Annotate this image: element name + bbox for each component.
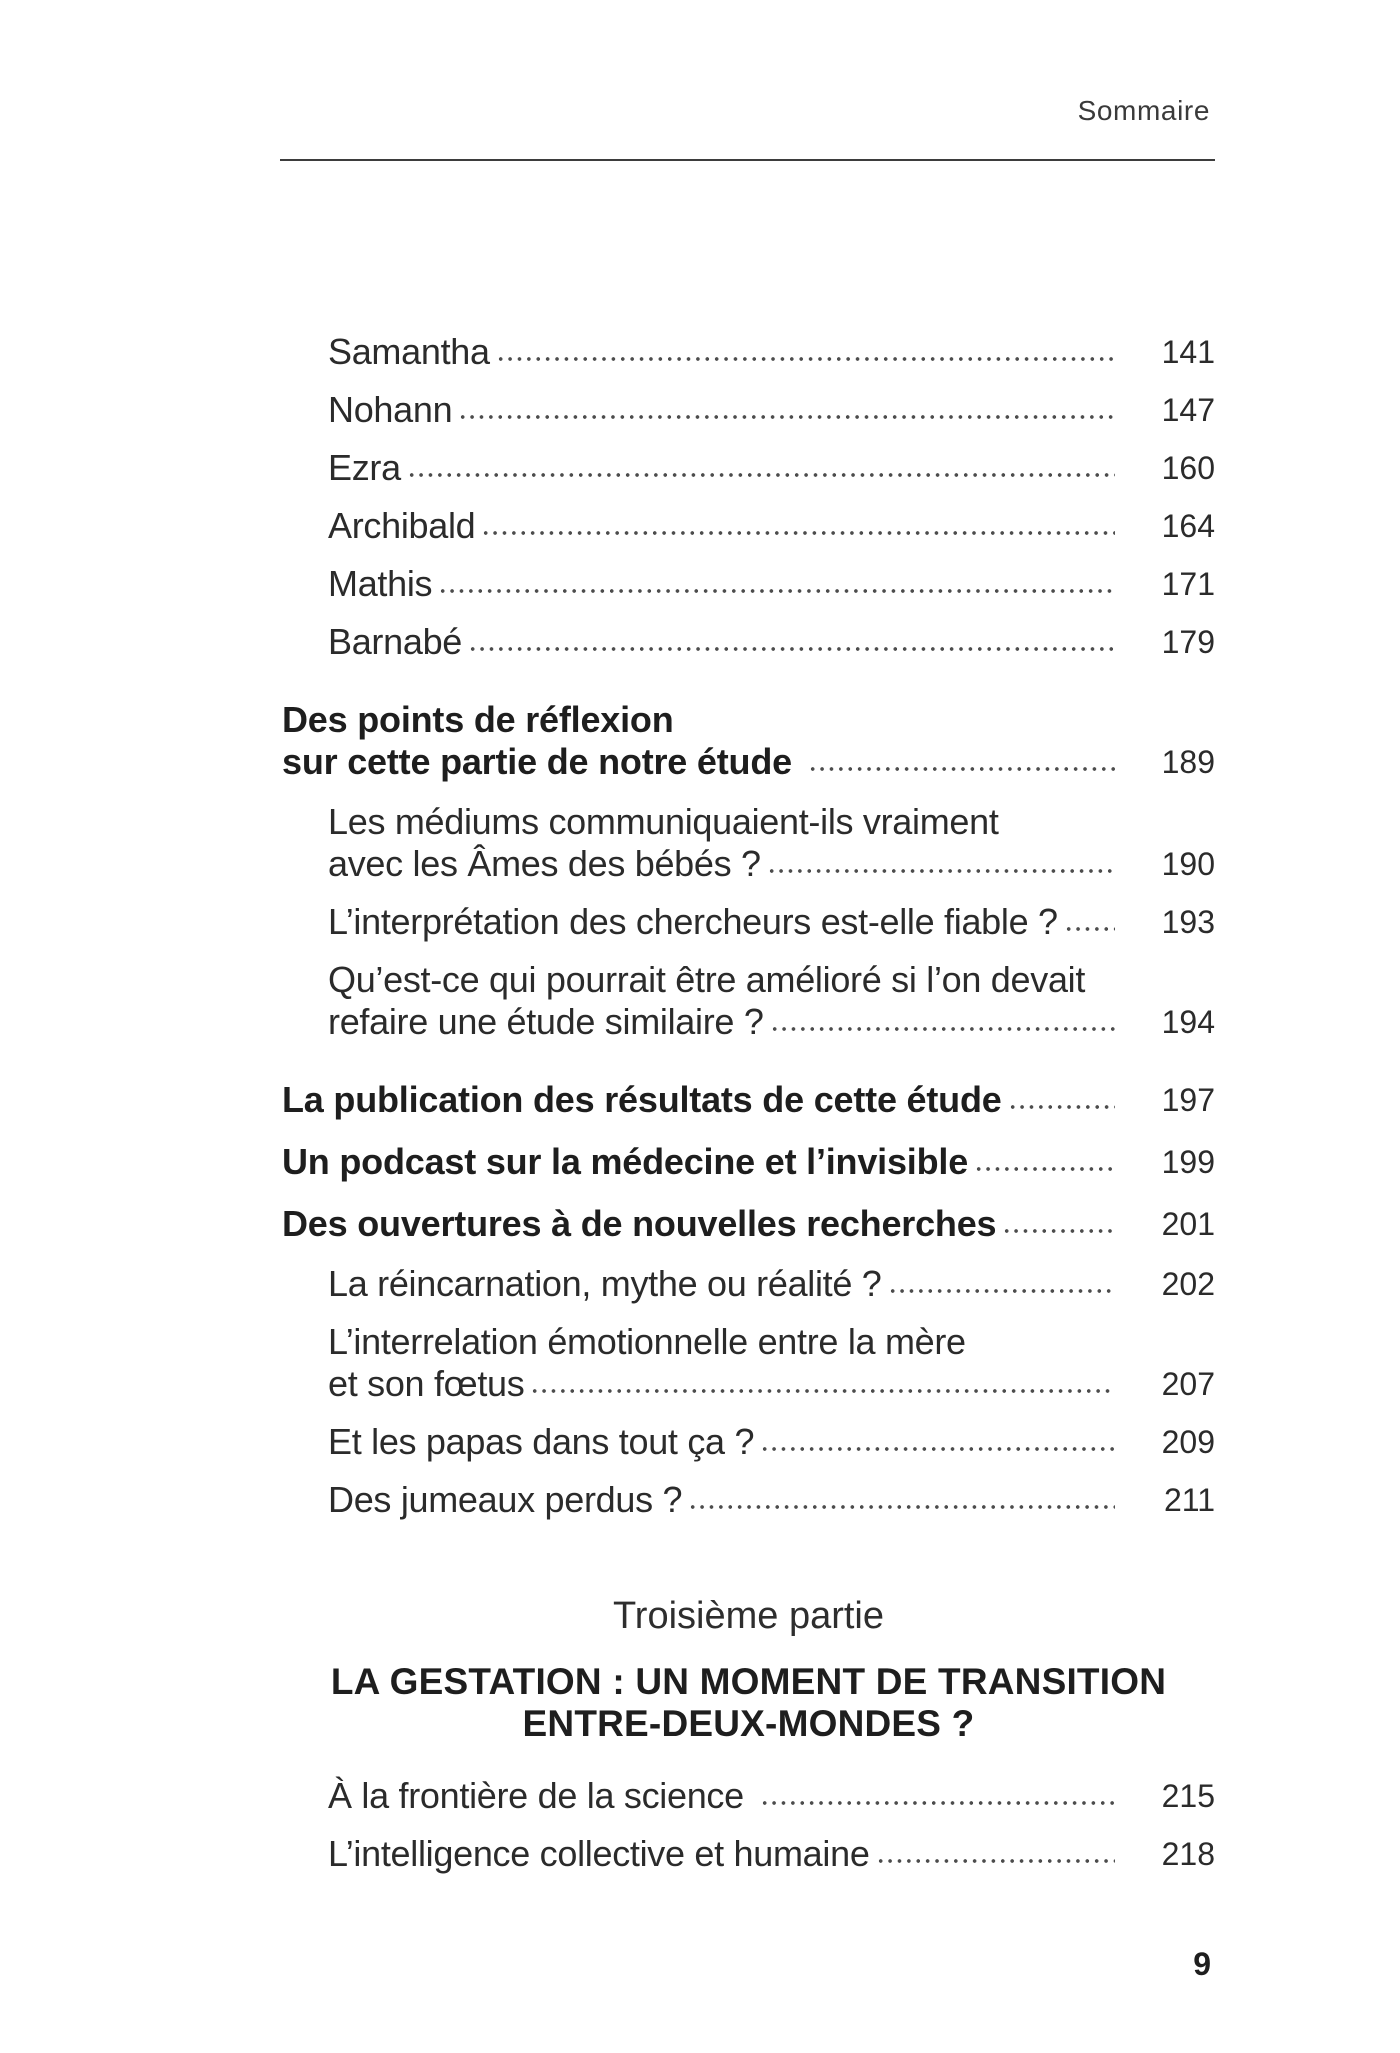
toc-entry	[282, 1079, 1215, 1121]
toc-entry-label: refaire une étude similaire ?	[328, 1001, 764, 1042]
toc-entry-page-number: 207	[1161, 1366, 1215, 1402]
toc-entry-page-number: 202	[1161, 1266, 1215, 1302]
toc-entry-page-number: 197	[1161, 1082, 1215, 1118]
toc-entry	[282, 1141, 1215, 1183]
toc-entry-lines	[328, 1263, 1159, 1305]
toc-entry-line	[328, 563, 1159, 605]
dot-leader	[760, 1442, 1115, 1456]
toc-entry-lines	[328, 1321, 1159, 1405]
toc-entry-label: L’interprétation des chercheurs est-elle fiable ?	[328, 901, 1058, 942]
toc-entry-label: L’interrelation émotionnelle entre la mère	[328, 1321, 966, 1362]
toc-entry	[282, 699, 1215, 783]
toc-entry-page-number: 194	[1161, 1004, 1215, 1040]
dot-leader	[767, 864, 1115, 878]
toc-entry-line	[328, 1263, 1159, 1305]
toc-entry	[282, 901, 1215, 943]
toc-entry-page-number: 201	[1161, 1206, 1215, 1242]
toc-entry-label: Samantha	[328, 331, 490, 372]
toc-entry-label: La publication des résultats de cette étude	[282, 1079, 1002, 1120]
toc-entry-lines	[328, 959, 1159, 1043]
toc-entry-label: sur cette partie de notre étude	[282, 741, 802, 782]
toc-entry-line	[282, 1079, 1159, 1121]
toc-entry-line	[328, 1833, 1159, 1875]
toc-entry-page-number: 218	[1161, 1836, 1215, 1872]
toc-entry-lines	[328, 621, 1159, 663]
dot-leader	[688, 1500, 1115, 1514]
toc-entry-line	[328, 1421, 1159, 1463]
toc-entry	[282, 1203, 1215, 1245]
toc-entry-line	[328, 959, 1159, 1001]
dot-leader	[468, 642, 1115, 656]
toc-entry-line	[328, 801, 1159, 843]
toc-entry-line	[282, 741, 1159, 783]
toc-entry-lines	[282, 699, 1159, 783]
toc-entry	[282, 1775, 1215, 1817]
toc-entry-line	[282, 1203, 1159, 1245]
toc-entry-page-number: 193	[1161, 904, 1215, 940]
toc-entry-line	[328, 901, 1159, 943]
toc-entry-lines	[328, 331, 1159, 373]
part-title: LA GESTATION : UN MOMENT DE TRANSITION ENTRE-DEUX-MONDES ?	[330, 1661, 1167, 1744]
toc-entry-lines	[328, 801, 1159, 885]
toc-entry-page-number: 189	[1161, 744, 1215, 780]
toc-entry-lines	[328, 901, 1159, 943]
toc-entry-label: Mathis	[328, 563, 433, 604]
dot-leader	[438, 584, 1115, 598]
toc-entry-lines	[282, 1079, 1159, 1121]
toc-entry-page-number: 164	[1161, 508, 1215, 544]
dot-leader	[760, 1796, 1115, 1810]
toc-entry-page-number: 171	[1161, 566, 1215, 602]
toc-entry	[282, 505, 1215, 547]
dot-leader	[974, 1162, 1115, 1176]
toc-entry	[282, 1421, 1215, 1463]
toc-entry-line	[328, 843, 1159, 885]
toc-entry-label: Des points de réflexion	[282, 699, 674, 740]
dot-leader	[1008, 1100, 1115, 1114]
dot-leader	[808, 762, 1115, 776]
toc-entry	[282, 331, 1215, 373]
toc-entry-line	[328, 331, 1159, 373]
toc-entry-label: Qu’est-ce qui pourrait être amélioré si l’on devait	[328, 959, 1086, 1000]
dot-leader	[530, 1384, 1115, 1398]
page-number: 9	[1193, 1946, 1211, 1982]
toc-entry-label: Des jumeaux perdus ?	[328, 1479, 683, 1520]
dot-leader	[1064, 922, 1115, 936]
toc-entry	[282, 389, 1215, 431]
toc-entry-line	[328, 1775, 1159, 1817]
toc-entry-lines	[328, 389, 1159, 431]
toc-entry-lines	[328, 447, 1159, 489]
toc-entry-lines	[282, 1141, 1159, 1183]
toc-entry-line	[328, 621, 1159, 663]
toc-entry-lines	[328, 1421, 1159, 1463]
toc-entry-label: Des ouvertures à de nouvelles recherches	[282, 1203, 997, 1244]
toc-entry-page-number: 160	[1161, 450, 1215, 486]
toc-entry-line	[282, 1141, 1159, 1183]
toc-entry-lines	[328, 563, 1159, 605]
toc-entry	[282, 621, 1215, 663]
toc-entry	[282, 1833, 1215, 1875]
toc-entry	[282, 801, 1215, 885]
toc-entry-page-number: 199	[1161, 1144, 1215, 1180]
toc-entry-label: Barnabé	[328, 621, 463, 662]
part-kicker: Troisième partie	[612, 1595, 884, 1637]
dot-leader	[407, 468, 1115, 482]
dot-leader	[481, 526, 1115, 540]
toc-entry	[282, 1263, 1215, 1305]
toc-entry-lines	[328, 1775, 1159, 1817]
toc-entry-line	[328, 389, 1159, 431]
dot-leader	[1002, 1224, 1115, 1238]
toc-entry-label: L’intelligence collective et humaine	[328, 1833, 870, 1874]
dot-leader	[888, 1284, 1115, 1298]
toc-entry-line	[282, 699, 1159, 741]
dot-leader	[458, 410, 1115, 424]
toc-entry-page-number: 147	[1161, 392, 1215, 428]
toc-entry-page-number: 215	[1161, 1778, 1215, 1814]
toc-entry-line	[328, 447, 1159, 489]
toc-entry-label: À la frontière de la science	[328, 1775, 754, 1816]
toc-entry-label: Nohann	[328, 389, 453, 430]
toc-entry-label: Les médiums communiquaient-ils vraiment	[328, 801, 999, 842]
toc-entry-line	[328, 1479, 1159, 1521]
toc-entry-page-number: 141	[1161, 334, 1215, 370]
toc-entry-line	[328, 1321, 1159, 1363]
toc-entry-label: Un podcast sur la médecine et l’invisible	[282, 1141, 969, 1182]
toc-entry-page-number: 211	[1163, 1482, 1215, 1518]
toc-entry	[282, 1479, 1215, 1521]
header-rule	[280, 159, 1215, 161]
toc	[282, 331, 1215, 1875]
toc-entry-lines	[282, 1203, 1159, 1245]
toc-entry-label: Ezra	[328, 447, 401, 488]
toc-entry	[282, 563, 1215, 605]
toc-entry-line	[328, 1363, 1159, 1405]
toc-entry-label: Et les papas dans tout ça ?	[328, 1421, 755, 1462]
toc-entry-page-number: 190	[1161, 846, 1215, 882]
dot-leader	[876, 1854, 1115, 1868]
toc-entry-label: La réincarnation, mythe ou réalité ?	[328, 1263, 882, 1304]
toc-entry-page-number: 209	[1161, 1424, 1215, 1460]
dot-leader	[770, 1022, 1115, 1036]
toc-entry	[282, 1321, 1215, 1405]
toc-entry-label: et son fœtus	[328, 1363, 525, 1404]
toc-entry-line	[328, 505, 1159, 547]
toc-entry-label: Archibald	[328, 505, 476, 546]
toc-entry	[282, 447, 1215, 489]
page-header-title: Sommaire	[1077, 95, 1210, 126]
toc-entry-lines	[328, 1479, 1159, 1521]
toc-entry-lines	[328, 1833, 1159, 1875]
toc-entry-label: avec les Âmes des bébés ?	[328, 843, 761, 884]
toc-entry-line	[328, 1001, 1159, 1043]
dot-leader	[496, 352, 1115, 366]
toc-entry-lines	[328, 505, 1159, 547]
toc-entry	[282, 959, 1215, 1043]
toc-entry-page-number: 179	[1161, 624, 1215, 660]
